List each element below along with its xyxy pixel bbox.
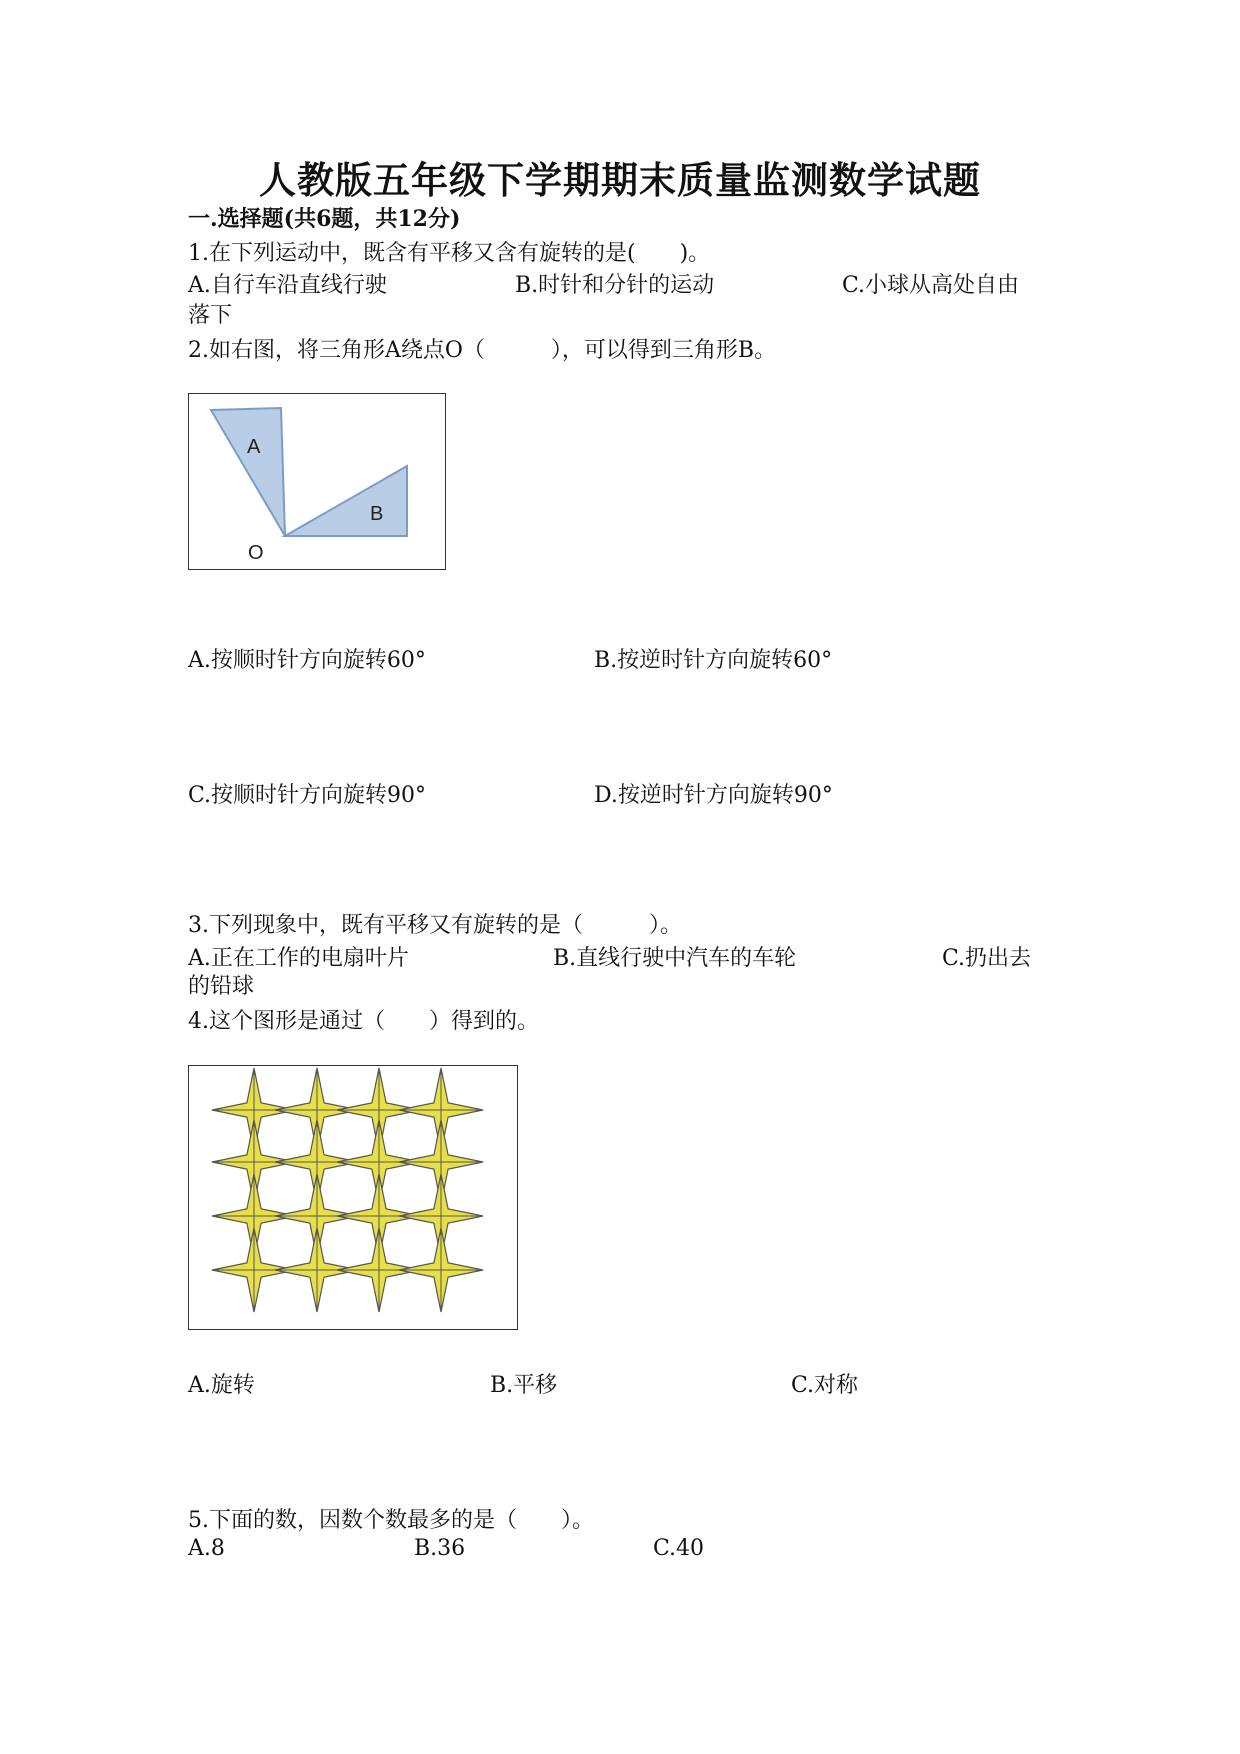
q4-option-a[interactable]: A.旋转	[188, 1373, 255, 1398]
q1-option-c-wrap: 落下	[188, 303, 233, 328]
q2-option-b[interactable]: B.按逆时针方向旋转60°	[594, 648, 833, 673]
q1-option-c[interactable]: C.小球从高处自由	[842, 273, 1020, 298]
q2-option-a[interactable]: A.按顺时针方向旋转60°	[188, 648, 426, 673]
triangle-a	[211, 408, 285, 536]
q2-figure	[188, 393, 446, 570]
point-o-label: O	[248, 542, 264, 564]
q2-option-d[interactable]: D.按逆时针方向旋转90°	[594, 783, 833, 808]
q1-option-b[interactable]: B.时针和分针的运动	[515, 273, 715, 298]
q4-option-b[interactable]: B.平移	[490, 1373, 558, 1398]
triangle-b-label: B	[370, 503, 384, 525]
q5-stem: 5.下面的数，因数个数最多的是（ ）。	[188, 1508, 594, 1533]
star-pattern	[189, 1066, 517, 1329]
q2-option-c[interactable]: C.按顺时针方向旋转90°	[188, 783, 427, 808]
q3-stem: 3.下列现象中，既有平移又有旋转的是（ ）。	[188, 913, 682, 938]
page-title: 人教版五年级下学期期末质量监测数学试题	[259, 158, 981, 202]
rotation-diagram	[189, 394, 445, 569]
q4-option-c[interactable]: C.对称	[791, 1373, 859, 1398]
q5-option-b[interactable]: B.36	[414, 1536, 466, 1561]
q3-option-c-wrap: 的铅球	[188, 974, 255, 999]
q4-stem: 4.这个图形是通过（ ）得到的。	[188, 1009, 539, 1034]
q5-option-c[interactable]: C.40	[653, 1536, 705, 1561]
triangle-b	[285, 466, 407, 536]
q5-option-a[interactable]: A.8	[188, 1536, 225, 1561]
q3-option-a[interactable]: A.正在工作的电扇叶片	[188, 946, 409, 971]
triangle-a-label: A	[247, 436, 261, 458]
q3-option-c[interactable]: C.扔出去	[942, 946, 1032, 971]
q2-stem: 2.如右图，将三角形A绕点O（ ），可以得到三角形B。	[188, 338, 777, 363]
section-heading: 一.选择题(共6题，共12分)	[188, 206, 461, 232]
q3-option-b[interactable]: B.直线行驶中汽车的车轮	[553, 946, 797, 971]
q1-option-a[interactable]: A.自行车沿直线行驶	[188, 273, 387, 298]
q1-stem: 1.在下列运动中，既含有平移又含有旋转的是( )。	[188, 241, 711, 266]
q4-figure	[188, 1065, 518, 1330]
